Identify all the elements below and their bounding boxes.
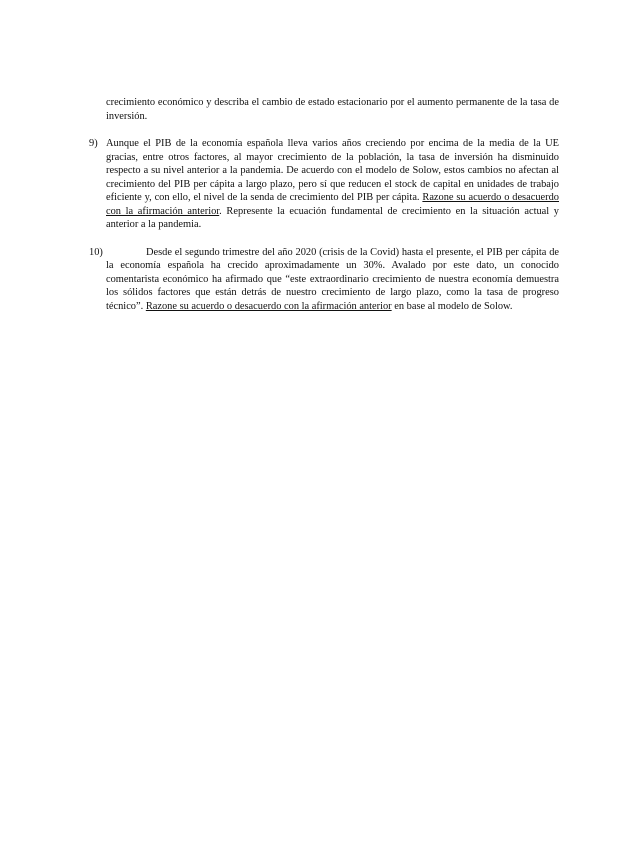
question-text-part-2: en base al modelo de Solow. [394,300,513,312]
question-text [106,137,559,232]
question-number: 9) [89,138,98,149]
question-number: 10) [89,246,103,258]
question-text-part-1: Aunque el PIB de la economía española lleva varios años creciendo por encima de la media de la UE gracias, entre otros factores, al mayor crecimiento de la población, la tasa de inversión ha disminuido respecto a su nivel anterior a la pandemia. De acuerdo con el modelo de Solow, estos cambios no afectan al crecimiento del PIB per cápita a largo plazo, pero sí que reducen el stock de capital en unidades de trabajo eficiente y, con ello, el nivel de la senda de crecimiento del PIB per cápita. [106,138,559,203]
question-10 [89,246,559,314]
question-text-part-1: Desde el segundo trimestre del año 2020 (crisis de la Covid) hasta el presente, el PIB per cápita de la economía española ha crecido aproximadamente un 30%. Avalado por este dato, un conocido comentarista económico ha afirmado que “este extraordinario crecimiento de nuestra economía demuestra los sólidos factores que están detrás de nuestro crecimiento de largo plazo, como la tasa de progreso técnico”. [106,246,559,312]
question-text [106,246,559,314]
question-text-part-2: . Represente la ecuación fundamental de crecimiento en la situación actual y anterior a la pandemia. [106,205,560,230]
question-9 [89,137,559,232]
document-body [89,96,559,327]
underlined-instruction: Razone su acuerdo o desacuerdo con la afirmación anterior [106,192,559,217]
continuation-paragraph: crecimiento económico y describa el cambio de estado estacionario por el aumento permanente de la tasa de inversión. [106,97,559,122]
underlined-instruction: Razone su acuerdo o desacuerdo con la afirmación anterior [145,300,392,312]
